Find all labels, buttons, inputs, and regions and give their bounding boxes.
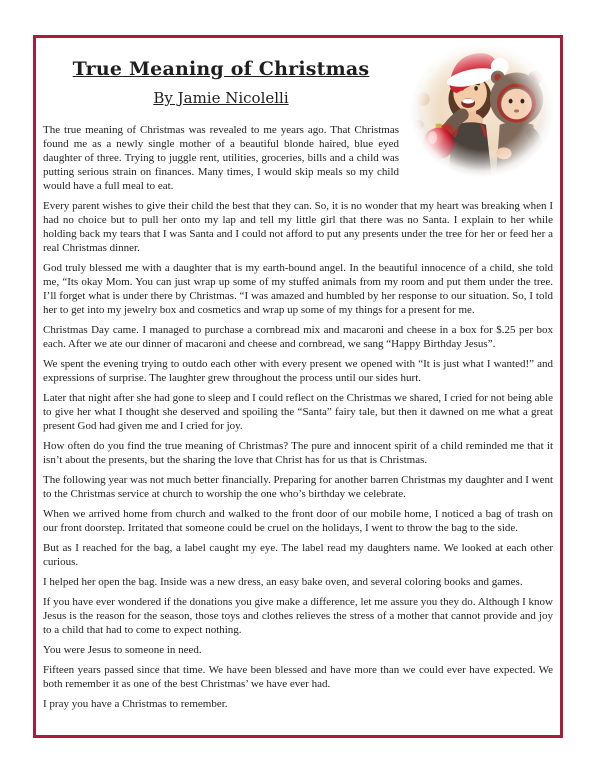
article-paragraph: When we arrived home from church and walked to the front door of our mobile home, I noticed a bag of trash on our front doorstep. Irritated that someone could be cruel on the holidays, I went to throw the bag to the side. (43, 508, 553, 534)
article-paragraph: Later that night after she had gone to sleep and I could reflect on the Christmas we shared, I cried for not being able to give her what I thought she deserved and spoiling the “Santa” fairy tale, but then it dawned on me what a great present God had given me and I cried for joy. (43, 392, 553, 432)
photo-illustration (409, 42, 555, 178)
article-paragraph: God truly blessed me with a daughter that is my earth-bound angel. In the beautiful innocence of a child, she told me, “Its okay Mom. You can just wrap up some of my stuffed animals from my room and put them under the tree. I’ll forget what is under there by Christmas. “I was amazed and humbled by her response to our situation. So, I told her to get into my jewelry box and cosmetics and wrap up some of my things for a present for me. (43, 262, 553, 316)
article-paragraph: Every parent wishes to give their child the best that they can. So, it is no wonder that my heart was breaking when I had no choice but to pull her onto my lap and tell my little girl that there was no Santa. I explain to her while holding back my tears that I was Santa and I could not afford to put any presents under the tree for her or feed her a real Christmas dinner. (43, 200, 553, 254)
article-paragraph: I helped her open the bag. Inside was a new dress, an easy bake oven, and several coloring books and games. (43, 576, 523, 588)
article-paragraph: Fifteen years passed since that time. We have been blessed and have more than we could ever have expected. We both remember it as one of the best Christmas’ we have ever had. (43, 664, 553, 690)
article-body (43, 123, 553, 711)
article-paragraph: If you have ever wondered if the donations you give make a difference, let me assure you they do. Although I know Jesus is the reason for the season, those toys and clothes relieves the stress of a mother that cannot provide and joy to a child that had to come to expect nothing. (43, 596, 553, 636)
article-paragraph: You were Jesus to someone in need. (43, 644, 202, 656)
article-title: True Meaning of Christmas (72, 58, 370, 80)
article-photo (409, 42, 555, 178)
article-byline: By Jamie Nicolelli (153, 89, 289, 107)
article-paragraph: Christmas Day came. I managed to purchase a cornbread mix and macaroni and cheese in a box for $.25 per box each. After we ate our dinner of macaroni and cheese and cornbread, we sang “Happy Birthday Jesus”. (43, 324, 553, 350)
article-paragraph: How often do you find the true meaning of Christmas? The pure and innocent spirit of a child reminded me that it isn’t about the presents, but the sharing the love that Christ has for us that is Christmas. (43, 440, 553, 466)
article-paragraph: The true meaning of Christmas was revealed to me years ago. That Christmas found me as a newly single mother of a beautiful blonde haired, blue eyed daughter of three. Trying to juggle rent, utilities, groceries, bills and a child was putting serious strain on finances. Many times, I would skip meals so my child would have a full meal to eat. (43, 124, 399, 192)
article-frame (33, 35, 563, 738)
article-paragraph: We spent the evening trying to outdo each other with every present we opened with “It is just what I wanted!” and expressions of surprise. The laughter grew throughout the process until our sides hurt. (43, 358, 553, 384)
article-paragraph: I pray you have a Christmas to remember. (43, 698, 228, 710)
article-paragraph: But as I reached for the bag, a label caught my eye. The label read my daughters name. We looked at each other curious. (43, 542, 553, 568)
article-paragraph: The following year was not much better financially. Preparing for another barren Christmas my daughter and I went to the Christmas service at church to worship the one who’s birthday we celebrate. (43, 474, 554, 500)
